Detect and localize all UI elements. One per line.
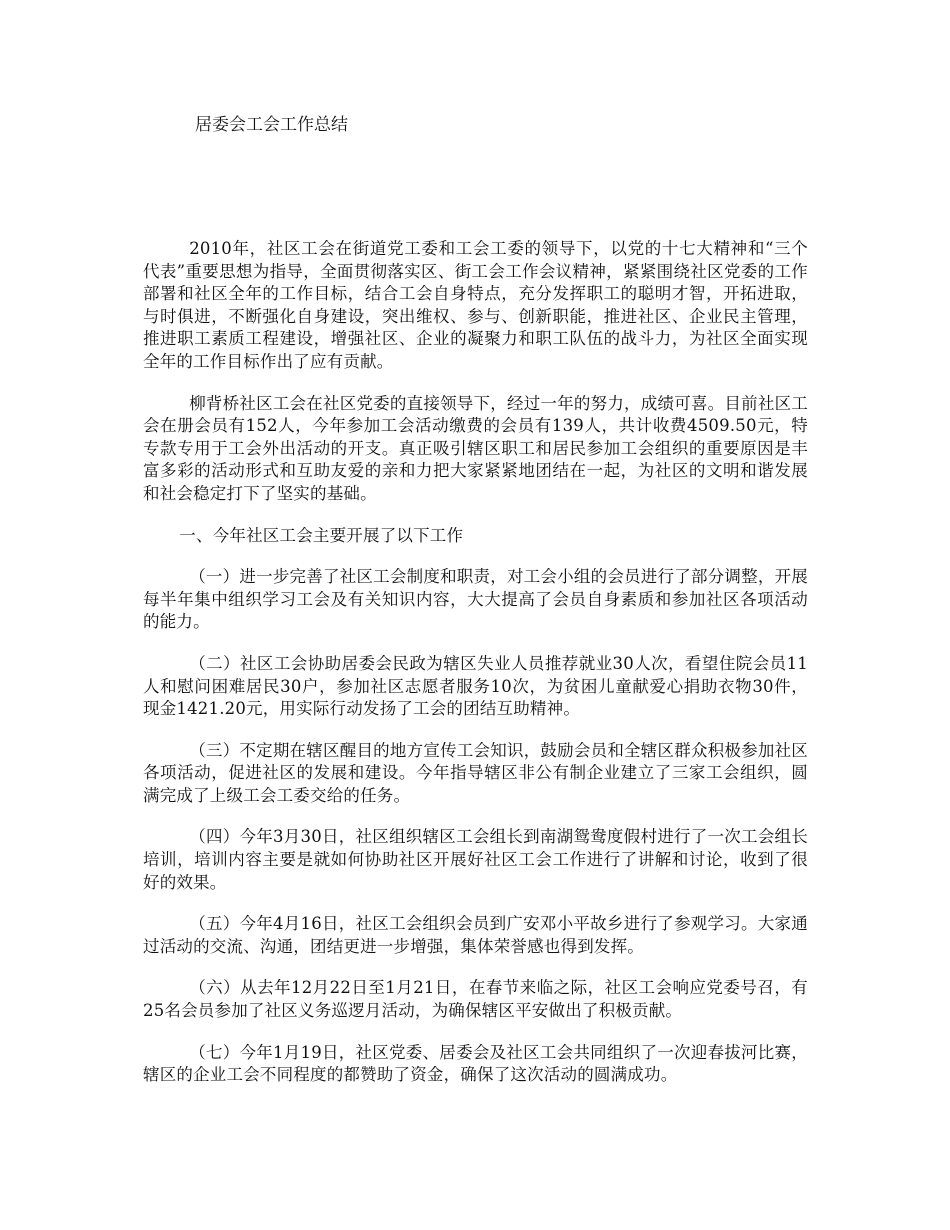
- paragraph-item-1: （一）进一步完善了社区工会制度和职责，对工会小组的会员进行了部分调整，开展每半年集中组织学习工会及有关知识内容，大大提高了会员自身素质和参加社区各项活动的能力。: [143, 567, 808, 632]
- paragraph-item-3: （三）不定期在辖区醒目的地方宣传工会知识，鼓励会员和全辖区群众积极参加社区各项活动，促进社区的发展和建设。今年指导辖区非公有制企业建立了三家工会组织，圆满完成了上级工会工委交给的任务。: [143, 740, 808, 805]
- section-heading: 一、今年社区工会主要开展了以下工作: [179, 525, 464, 545]
- paragraph-item-7: （七）今年1月19日，社区党委、居委会及社区工会共同组织了一次迎春拔河比赛，辖区的企业工会不同程度的都赞助了资金，确保了这次活动的圆满成功。: [143, 1042, 808, 1085]
- paragraph-summary: 柳背桥社区工会在社区党委的直接领导下，经过一年的努力，成绩可喜。目前社区工会在册会员有152人，今年参加工会活动缴费的会员有139人，共计收费4509.50元，特专款专用于工会外出活动的开支。真正吸引辖区职工和居民参加工会组织的重要原因是丰富多彩的活动形式和互助友爱的亲和力把大家紧紧地团结在一起，为社区的文明和谐发展和社会稳定打下了坚实的基础。: [143, 393, 808, 503]
- paragraph-intro: 2010年，社区工会在街道党工委和工会工委的领导下，以党的十七大精神和“三个代表”重要思想为指导，全面贯彻落实区、街工会工作会议精神，紧紧围绕社区党委的工作部署和社区全年的工作目标，结合工会自身特点，充分发挥职工的聪明才智，开拓进取，与时俱进，不断强化自身建设，突出维权、参与、创新职能，推进社区、企业民主管理，推进职工素质工程建设，增强社区、企业的凝聚力和职工队伍的战斗力，为社区全面实现全年的工作目标作出了应有贡献。: [143, 239, 808, 371]
- document-body: [143, 238, 808, 1106]
- document-title: 居委会工会工作总结: [195, 115, 348, 135]
- paragraph-item-2: （二）社区工会协助居委会民政为辖区失业人员推荐就业30人次，看望住院会员11人和慰问困难居民30户，参加社区志愿者服务10次，为贫困儿童献爱心捐助衣物30件，现金1421.20元，用实际行动发扬了工会的团结互助精神。: [143, 653, 808, 719]
- paragraph-item-6: （六）从去年12月22日至1月21日，在春节来临之际，社区工会响应党委号召，有25名会员参加了社区义务巡逻月活动，为确保辖区平安做出了积极贡献。: [143, 978, 808, 1021]
- paragraph-item-4: （四）今年3月30日，社区组织辖区工会组长到南湖鸳鸯度假村进行了一次工会组长培训，培训内容主要是就如何协助社区开展好社区工会工作进行了讲解和讨论，收到了很好的效果。: [143, 827, 808, 892]
- paragraph-item-5: （五）今年4月16日，社区工会组织会员到广安邓小平故乡进行了参观学习。大家通过活动的交流、沟通，团结更进一步增强，集体荣誉感也得到发挥。: [143, 914, 808, 956]
